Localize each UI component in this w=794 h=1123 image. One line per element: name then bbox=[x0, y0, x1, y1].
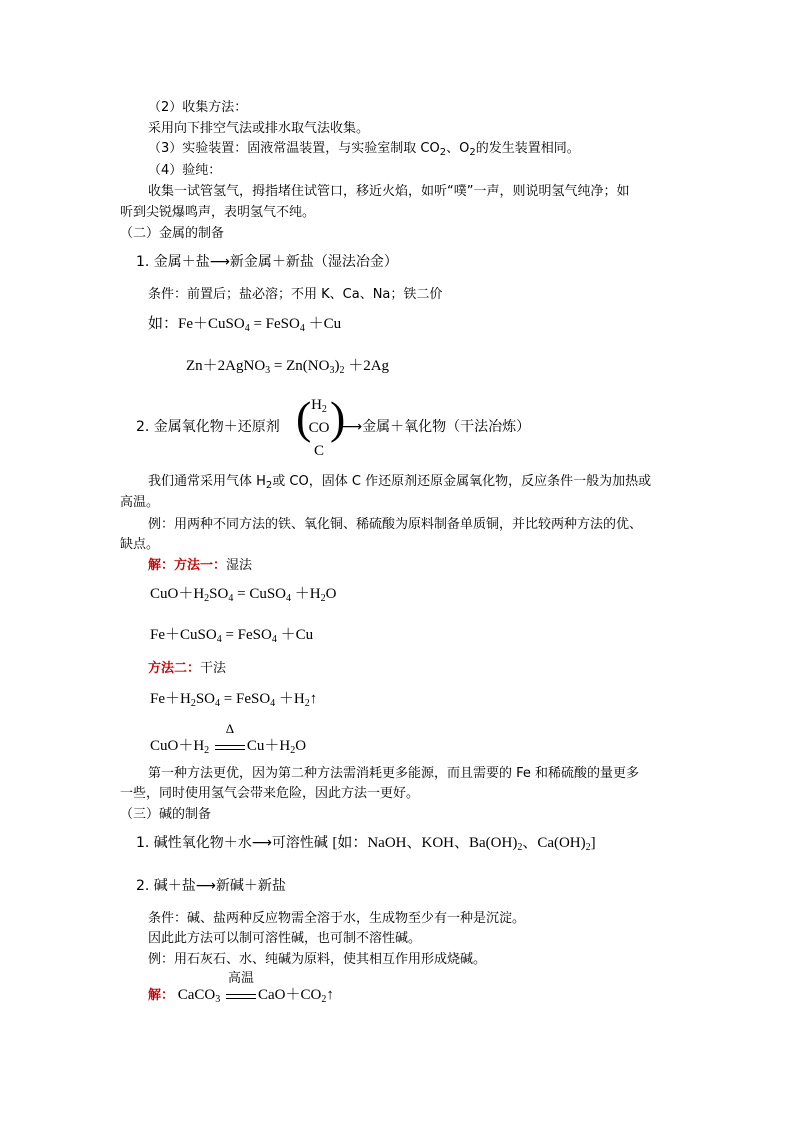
equation: $Fe+H_2SO_4$ = FeSO$_4$ $+H_2↑$ bbox=[150, 691, 318, 709]
equation: 解： CaCO$_3$ 高温 $CaO+CO_2↑$ bbox=[148, 969, 334, 1005]
reductant-matrix bbox=[296, 392, 346, 463]
equation bbox=[148, 315, 341, 333]
subscript: 2 bbox=[469, 147, 476, 158]
equation: Fe＋CuSO$_4$ = FeSO$_4$ ＋Cu bbox=[150, 627, 314, 645]
text-line: 因此此方法可以制可溶性碱，也可制不溶性碱。 bbox=[148, 931, 422, 946]
method-label: 方法二： bbox=[148, 661, 201, 676]
solution-label: 解： bbox=[148, 988, 175, 1003]
examples-bracket: [如：NaOH、KOH、$Ba(OH)_2$、$Ca(OH)_2$] bbox=[332, 835, 596, 853]
eq-part: Zn＋2AgNO bbox=[186, 358, 266, 374]
text-line: 例：用两种不同方法的铁、氧化铜、稀硫酸为原料制备单质铜，并比较两种方法的优、 bbox=[148, 517, 643, 532]
text-line: 高温。 bbox=[120, 495, 160, 510]
subscript: 3 bbox=[265, 365, 271, 376]
text-line bbox=[148, 140, 580, 158]
subscript: 2 bbox=[339, 365, 345, 376]
eq-part: ) bbox=[334, 358, 340, 374]
subscript: 3 bbox=[329, 365, 335, 376]
high-temp-condition: 高温 bbox=[228, 969, 255, 985]
eq-part: = Zn(NO bbox=[270, 358, 330, 374]
reductant-c: C bbox=[313, 443, 324, 459]
reductant-co: CO bbox=[308, 420, 330, 436]
text-span: 我们通常采用气体 H bbox=[148, 474, 266, 489]
heat-equals-sign bbox=[213, 720, 247, 756]
text-line: 听到尖锐爆鸣声，表明氢气不纯。 bbox=[120, 205, 316, 220]
text-span: （3）实验装置：固液常温装置，与实验室制取 CO bbox=[148, 141, 440, 156]
subscript: 4 bbox=[299, 323, 305, 334]
subscript: 2 bbox=[265, 480, 273, 491]
solution-line bbox=[148, 660, 226, 678]
text-line: 缺点。 bbox=[120, 537, 160, 552]
section-heading: （三）碱的制备 bbox=[120, 807, 212, 822]
text-span: 或 CO，固体 C 作还原剂还原金属氧化物，反应条件一般为加热或 bbox=[272, 474, 652, 489]
text-line: 一些，同时使用氢气会带来危险，因此方法一更好。 bbox=[120, 786, 420, 801]
subscript: 4 bbox=[244, 323, 250, 334]
section-heading: （二）金属的制备 bbox=[120, 226, 225, 241]
text-line: 收集一试管氢气，拇指堵住试管口，移近火焰，如听“噗”一声，则说明氢气纯净；如 bbox=[148, 184, 630, 199]
eq-part: 如：Fe＋CuSO bbox=[148, 316, 245, 332]
subscript: 2 bbox=[439, 147, 447, 158]
text-line: 2. 金属氧化物＋还原剂 bbox=[136, 419, 280, 435]
text-line: 1. 金属＋盐⟶新金属＋新盐（湿法冶金） bbox=[136, 254, 398, 270]
text-line: 例：用石灰石、水、纯碱为原料，使其相互作用形成烧碱。 bbox=[148, 952, 487, 967]
solution-label: 解：方法一： bbox=[148, 558, 227, 573]
eq-part: = FeSO bbox=[249, 316, 300, 332]
text-span: 湿法 bbox=[226, 558, 253, 573]
text-span: 干法 bbox=[200, 661, 227, 676]
text-line: 2. 碱＋盐⟶新碱＋新盐 bbox=[136, 878, 286, 894]
text-line bbox=[148, 473, 651, 491]
right-paren: ) bbox=[330, 392, 346, 443]
text-line bbox=[136, 834, 596, 852]
text-line: 条件：前置后；盐必溶；不用 K、Ca、Na；铁二价 bbox=[148, 287, 443, 302]
eq-part: ＋2Ag bbox=[344, 358, 390, 374]
text-span: 、O bbox=[446, 141, 470, 156]
high-temp-equals-sign bbox=[224, 969, 258, 1005]
text-span: 的发生装置相同。 bbox=[475, 141, 580, 156]
text-line: （2）收集方法： bbox=[148, 100, 248, 115]
eq-part: ＋Cu bbox=[304, 316, 342, 332]
heat-condition: Δ bbox=[225, 720, 235, 736]
text-line: 采用向下排空气法或排水取气法收集。 bbox=[148, 121, 370, 136]
text-span: 1. 碱性氧化物＋水⟶可溶性碱 bbox=[136, 835, 328, 851]
text-line: ⟶金属＋氧化物（干法冶炼） bbox=[342, 419, 531, 435]
left-paren: ( bbox=[296, 392, 312, 443]
equation: $CuO+H_2SO_4$ = CuSO$_4$ $+H_2O$ bbox=[150, 586, 337, 604]
text-line: 条件：碱、盐两种反应物需全溶于水，生成物至少有一种是沉淀。 bbox=[148, 911, 526, 926]
solution-line bbox=[148, 557, 252, 575]
text-line: （4）验纯： bbox=[148, 163, 222, 178]
text-line: 第一种方法更优，因为第二种方法需消耗更多能源，而且需要的 Fe 和稀硫酸的量更多 bbox=[148, 766, 640, 781]
reductant-h2: $H_2$ bbox=[311, 397, 327, 415]
equation bbox=[186, 357, 389, 375]
equation: $CuO+H_2$ Δ $Cu+H_2O$ bbox=[150, 720, 307, 756]
